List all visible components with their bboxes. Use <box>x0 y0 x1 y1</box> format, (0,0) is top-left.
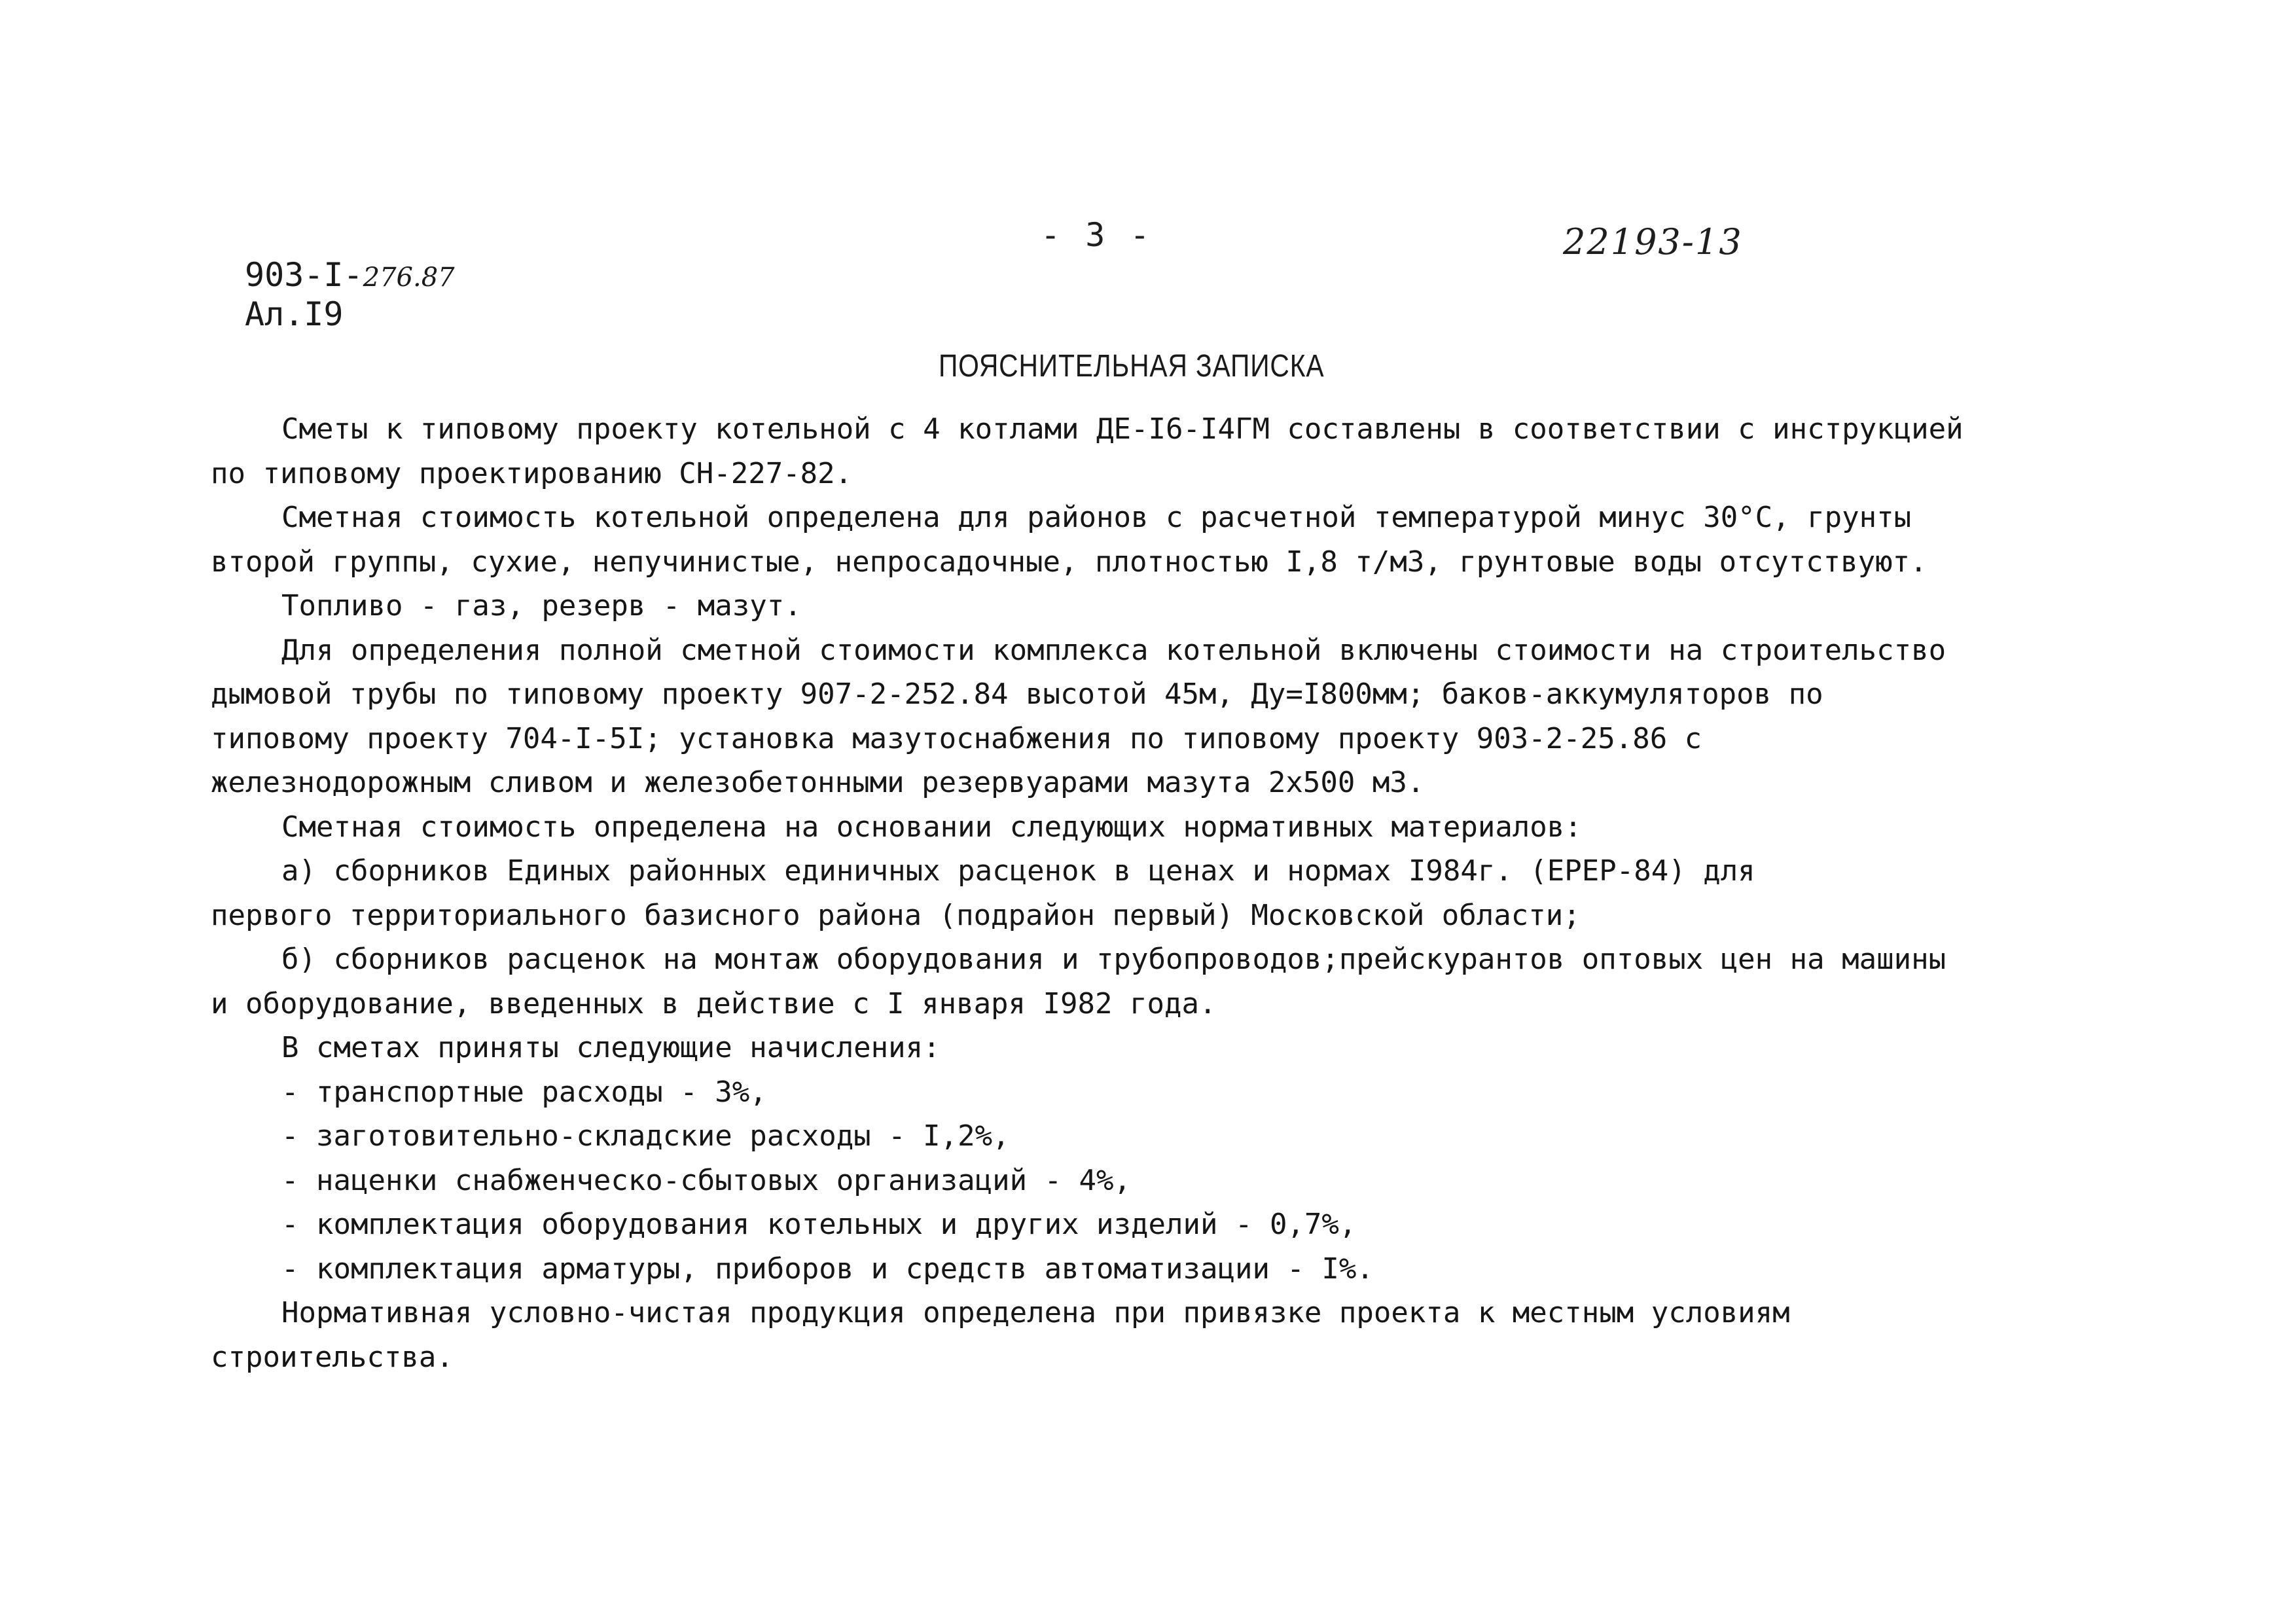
text-line: В сметах приняты следующие начисления: <box>281 1031 941 1064</box>
list-item: - комплектация арматуры, приборов и средств автоматизации - I%. <box>281 1252 1374 1286</box>
text-line: Сметная стоимость котельной определена для районов с расчетной температурой минус 30°С, грунты <box>281 501 1912 534</box>
album-label: Ал.I9 <box>245 295 344 333</box>
text-line: строительства. <box>211 1340 454 1374</box>
album-code-handwritten: 276.87 <box>363 262 455 293</box>
document-number: 22193-13 <box>1563 221 1743 262</box>
text-line: Топливо - газ, резерв - мазут. <box>281 589 802 623</box>
text-line: типовому проекту 704-I-5I; установка мазутоснабжения по типовому проекту 903-2-25.86 с <box>211 721 1702 755</box>
text-line: Сметы к типовому проекту котельной с 4 котлами ДЕ-I6-I4ГМ составлены в соответствии с инструкцией <box>281 412 1964 446</box>
text-line: первого территориального базисного района (подрайон первый) Московской области; <box>211 898 1581 932</box>
album-code-printed: 903-I- <box>245 256 363 294</box>
list-item: - наценки снабженческо-сбытовых организаций - 4%, <box>281 1163 1132 1197</box>
list-item: а) сборников Единых районных единичных расценок в ценах и нормах I984г. (ЕРЕР-84) для <box>281 854 1755 888</box>
list-item: - транспортные расходы - 3%, <box>281 1075 767 1109</box>
text-line: и оборудование, введенных в действие с I января I982 года. <box>211 986 1217 1020</box>
text-line: Нормативная условно-чистая продукция определена при привязке проекта к местным условиям <box>281 1296 1790 1329</box>
list-item: б) сборников расценок на монтаж оборудования и трубопроводов;прейскурантов оптовых цен на машины <box>281 943 1946 976</box>
list-item: - комплектация оборудования котельных и других изделий - 0,7%, <box>281 1208 1357 1241</box>
text-line: по типовому проектированию СН-227-82. <box>211 456 853 490</box>
list-item: - заготовительно-складские расходы - I,2%, <box>281 1119 1010 1153</box>
album-code-line <box>245 257 455 296</box>
text-line: Сметная стоимость определена на основании следующих нормативных материалов: <box>281 810 1582 844</box>
text-line: второй группы, сухие, непучинистые, непросадочные, плотностью I,8 т/м3, грунтовые воды отсутствуют. <box>211 545 1928 579</box>
document-title: ПОЯСНИТЕЛЬНАЯ ЗАПИСКА <box>939 349 1325 384</box>
text-line: дымовой трубы по типовому проекту 907-2-252.84 высотой 45м, Ду=I800мм; баков-аккумуляторов по <box>211 677 1823 711</box>
explanatory-note-body <box>211 407 2056 1379</box>
album-code-block <box>245 257 455 333</box>
text-line: Для определения полной сметной стоимости комплекса котельной включены стоимости на строительство <box>281 633 1946 667</box>
page-number: - 3 - <box>1041 216 1153 254</box>
text-line: железнодорожным сливом и железобетонными резервуарами мазута 2х500 м3. <box>211 766 1425 799</box>
